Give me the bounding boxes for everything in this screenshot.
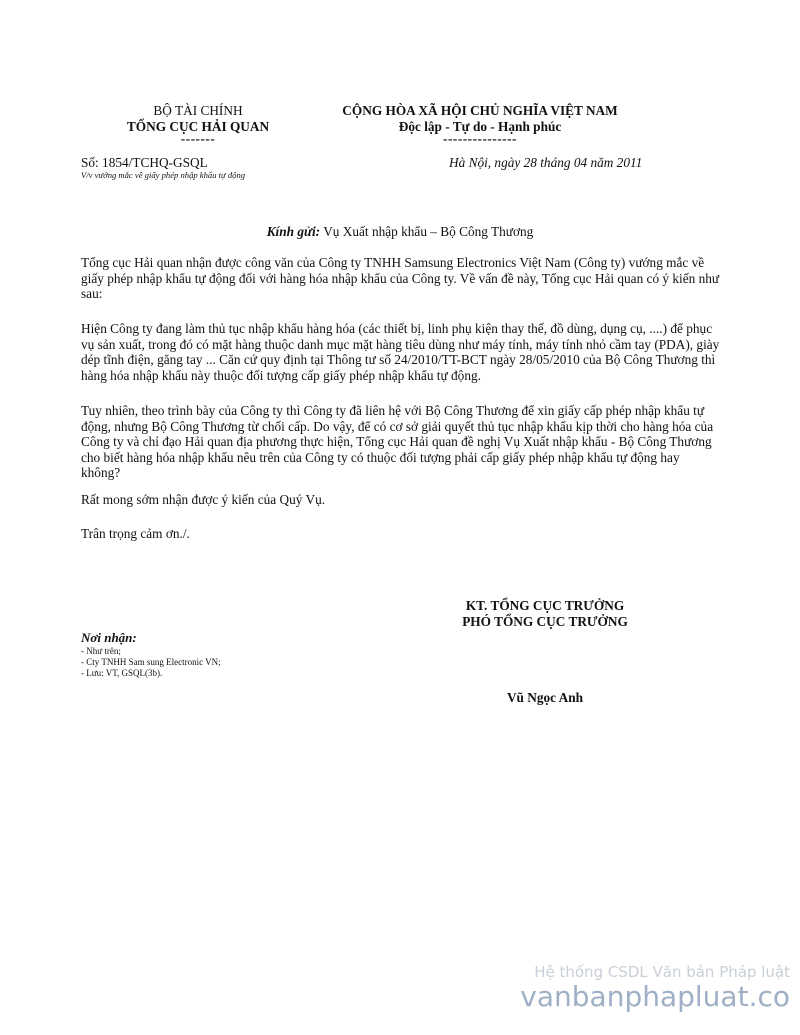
body-paragraph: [81, 255, 721, 302]
motto-separator: ---------------: [443, 131, 517, 146]
national-header: [320, 103, 640, 144]
body-paragraph: [81, 492, 721, 508]
nation-name: CỘNG HÒA XÃ HỘI CHỦ NGHĨA VIỆT NAM: [342, 103, 618, 118]
watermark-caption: Hệ thống CSDL Văn bản Pháp luật: [534, 963, 790, 981]
recipient-item: - Như trên;: [81, 645, 121, 656]
department-name: TỔNG CỤC HẢI QUAN: [126, 118, 270, 134]
paragraph-text: Hiện Công ty đang làm thủ tục nhập khẩu hàng hóa (các thiết bị, linh phụ kiện thay thế, đồ dùng, dụng cụ, ....) để phục vụ sản xuất, trong đó có mặt hàng thuộc danh mục mặt hàng tiêu dùng như máy tính, máy tính nhỏ cầm tay (PDA), giày dép tĩnh điện, găng tay ... Căn cứ quy định tại Thông tư số 24/2010/TT-BCT ngày 28/05/2010 của Bộ Công Thương thì hàng hóa nhập khẩu này thuộc đối tượng cấp giấy phép nhập khẩu tự động.: [81, 321, 720, 383]
signature-title: [400, 598, 690, 629]
signature-title-line: KT. TỔNG CỤC TRƯỞNG: [465, 598, 625, 613]
watermark-site: vanbanphapluat.co: [520, 980, 790, 1013]
paragraph-text: Trân trọng cảm ơn./.: [81, 526, 190, 541]
signer-name: Vũ Ngọc Anh: [506, 690, 584, 705]
paragraph-text: Rất mong sớm nhận được ý kiến của Quý Vụ.: [81, 492, 326, 507]
body-paragraph: [81, 403, 721, 481]
recipient-line: [0, 224, 800, 240]
signature-title-line: PHÓ TỔNG CỤC TRƯỞNG: [462, 613, 628, 629]
recipient-label: Kính gửi:: [266, 224, 321, 239]
issuing-organization: [118, 103, 278, 144]
body-paragraph: [81, 526, 721, 542]
document-subject: V/v vướng mắc về giấy phép nhập khẩu tự động: [81, 170, 246, 180]
paragraph-text: Tổng cục Hải quan nhận được công văn của Công ty TNHH Samsung Electronics Việt Nam (Công ty) vướng mắc về giấy phép nhập khẩu tự động đối với hàng hóa nhập khẩu của Công ty. Về vấn đề này, Tổng cục Hải quan có ý kiến như sau:: [81, 255, 720, 301]
document-number: Số: 1854/TCHQ-GSQL: [81, 155, 208, 170]
department-separator: -------: [180, 131, 216, 146]
recipients-title: Nơi nhận:: [81, 630, 137, 645]
document-date: Hà Nội, ngày 28 tháng 04 năm 2011: [449, 155, 643, 170]
recipient-item: - Cty TNHH Sam sung Electronic VN;: [81, 656, 221, 667]
ministry-name: BỘ TÀI CHÍNH: [153, 103, 243, 118]
body-paragraph: [81, 321, 721, 383]
recipient-item: - Lưu: VT, GSQL(3b).: [81, 667, 163, 678]
recipient-name: Vụ Xuất nhập khẩu – Bộ Công Thương: [323, 224, 534, 239]
recipients-block: [81, 630, 221, 679]
paragraph-text: Tuy nhiên, theo trình bày của Công ty thì Công ty đã liên hệ với Bộ Công Thương để xin giấy cấp phép nhập khẩu tự động, nhưng Bộ Công Thương từ chối cấp. Do vậy, để có cơ sở giải quyết thủ tục nhập khẩu kịp thời cho hàng hóa của Công ty và chỉ đạo Hải quan địa phương thực hiện, Tổng cục Hải quan đề nghị Vụ Xuất nhập khẩu - Bộ Công Thương cho biết hàng hóa nhập khẩu nêu trên của Công ty có thuộc đối tượng phải cấp giấy phép nhập khẩu tự động hay không?: [81, 403, 714, 480]
national-motto: Độc lập - Tự do - Hạnh phúc: [398, 118, 562, 134]
